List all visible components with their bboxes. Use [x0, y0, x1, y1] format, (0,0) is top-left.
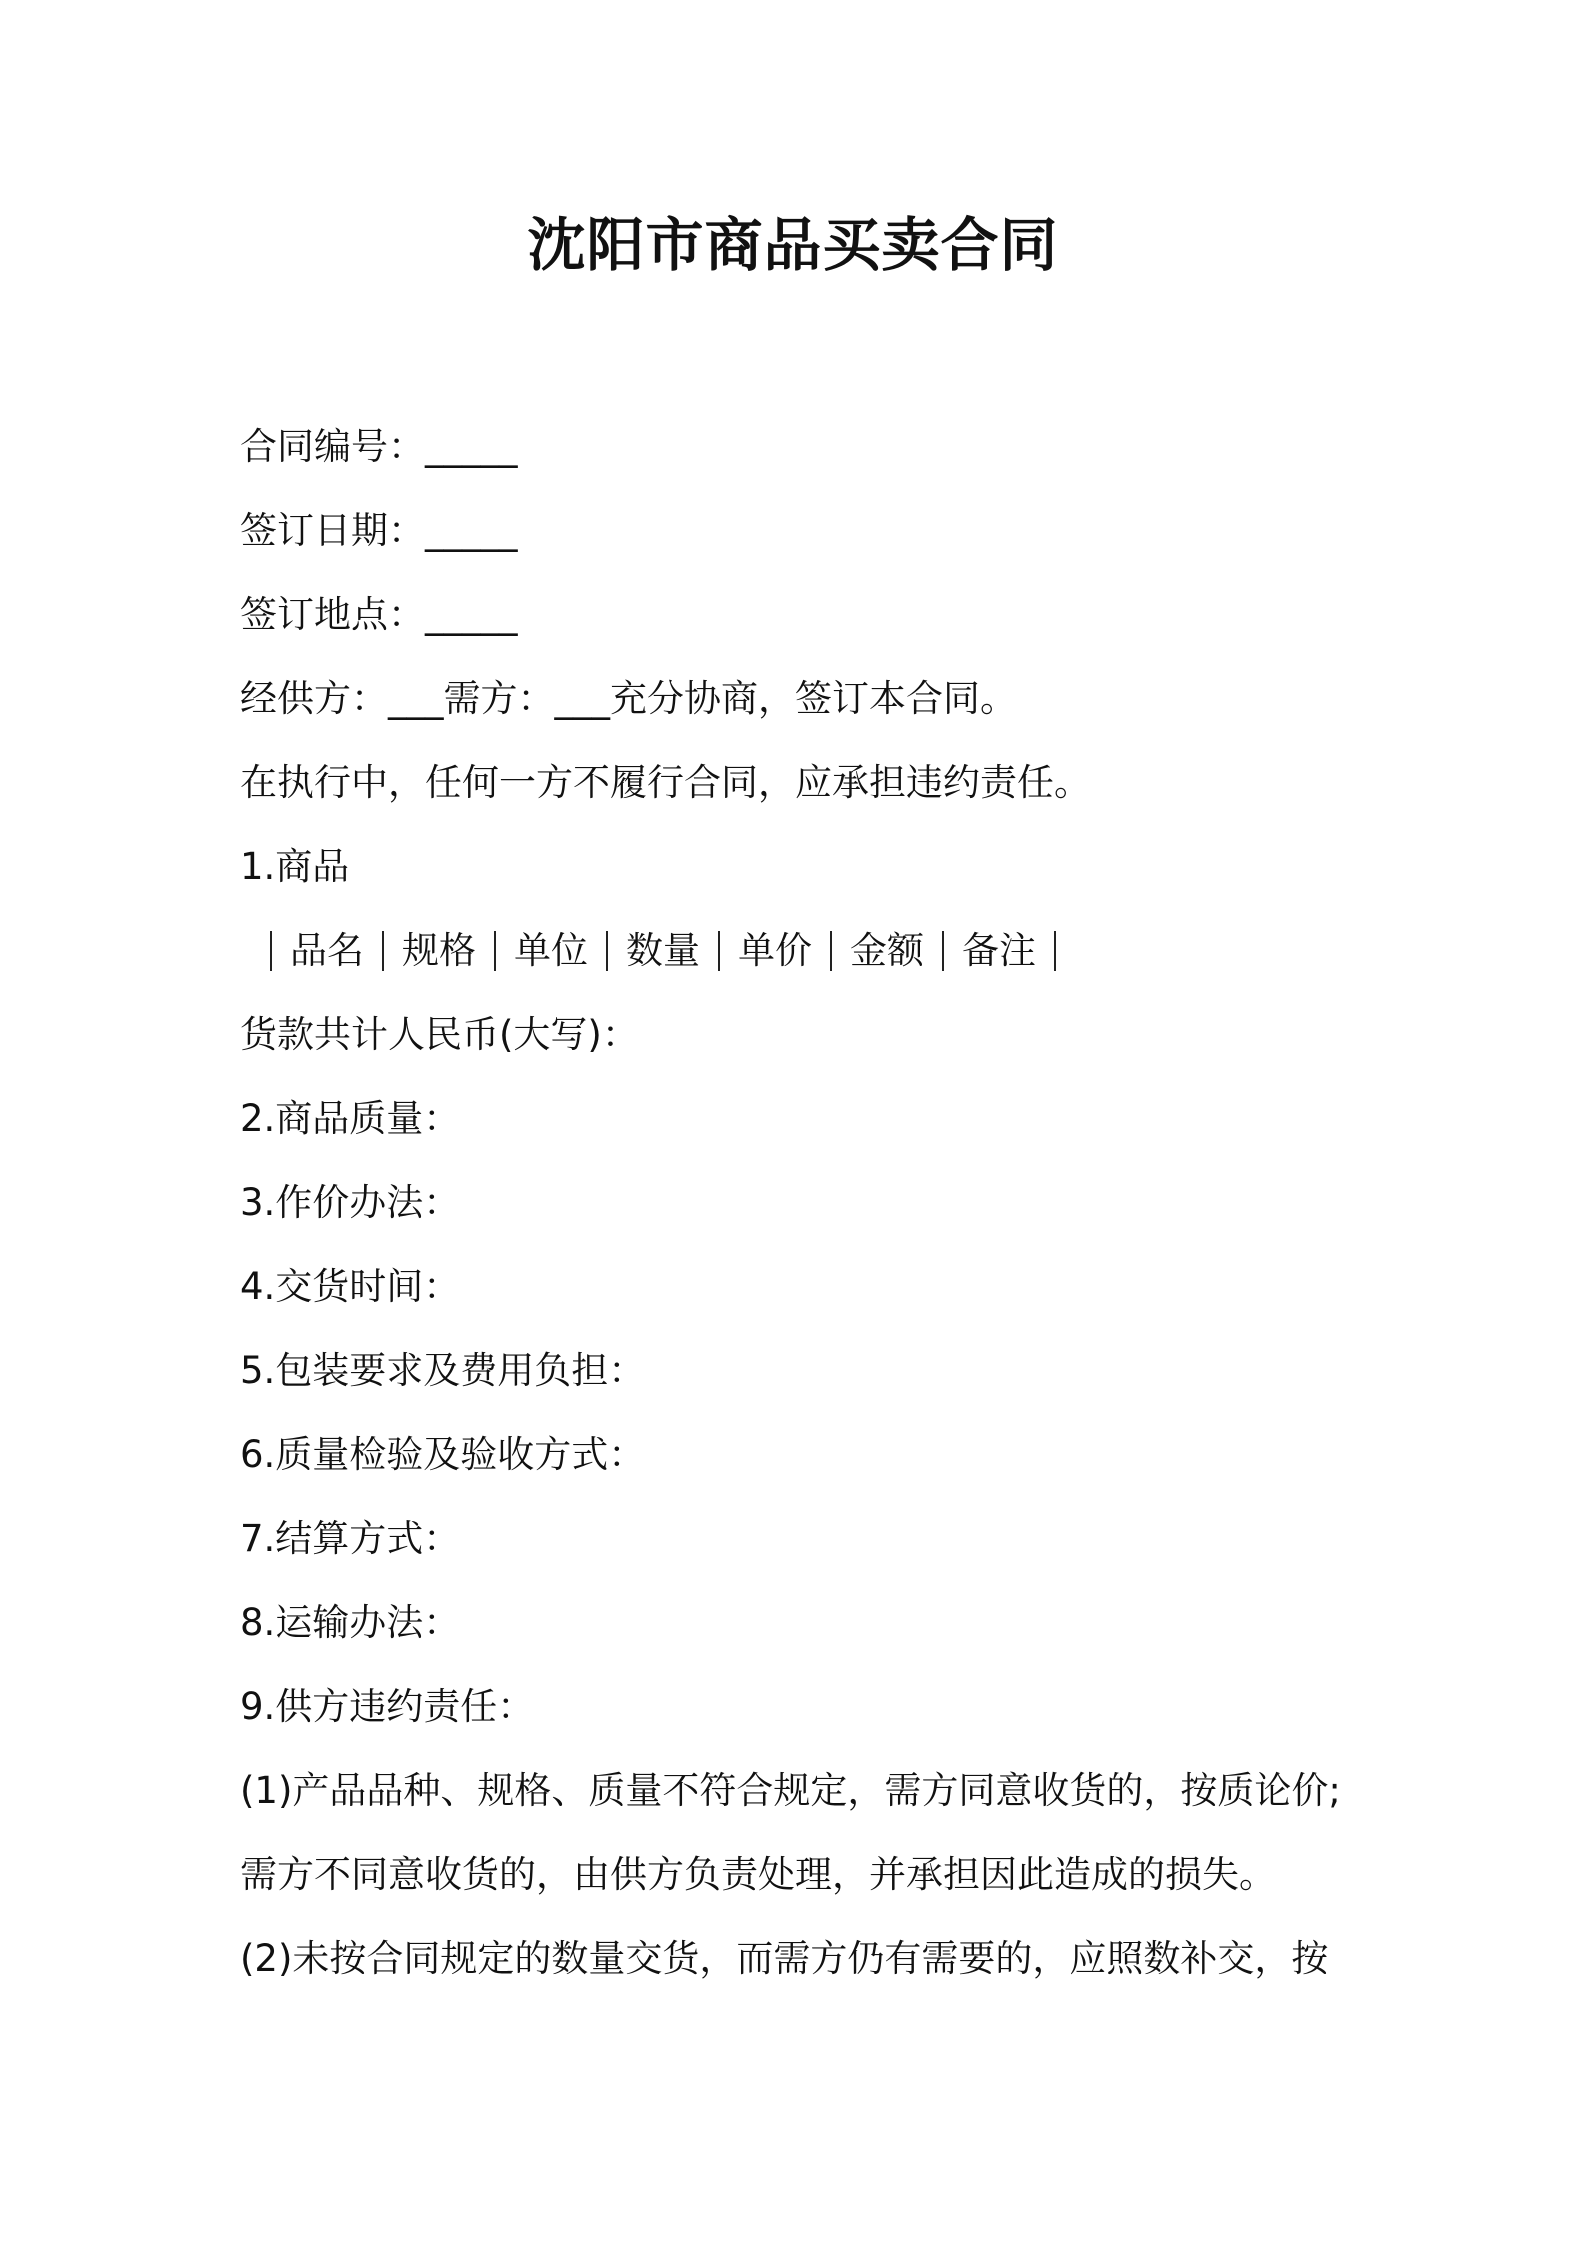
column-separator	[606, 931, 608, 971]
column-header: 单价	[738, 929, 812, 972]
column-header: 数量	[626, 929, 700, 972]
column-separator	[942, 931, 944, 971]
section-8: 8.运输办法：	[240, 1601, 461, 1644]
section-3: 3.作价办法：	[240, 1181, 461, 1224]
document-title: 沈阳市商品买卖合同	[527, 211, 1059, 279]
sign-date-field: 签订日期：_____	[240, 509, 518, 552]
preamble: 在执行中，任何一方不履行合同，应承担违约责任。	[240, 761, 1091, 804]
column-header: 备注	[962, 929, 1036, 972]
section-2: 2.商品质量：	[240, 1097, 461, 1140]
contract-number-field: 合同编号：_____	[240, 425, 518, 468]
goods-table-header	[240, 909, 1360, 993]
column-separator	[1054, 931, 1056, 971]
parties-intro: 经供方：___需方：___充分协商，签订本合同。	[240, 677, 1017, 720]
section-9: 9.供方违约责任：	[240, 1685, 535, 1728]
clause-1: (1)产品品种、规格、质量不符合规定，需方同意收货的，按质论价;	[240, 1769, 1341, 1812]
total-amount-label: 货款共计人民币(大写)：	[240, 1013, 639, 1056]
column-separator	[382, 931, 384, 971]
section-4: 4.交货时间：	[240, 1265, 461, 1308]
clause-2: (2)未按合同规定的数量交货，而需方仍有需要的，应照数补交，按	[240, 1937, 1329, 1980]
document-body	[240, 405, 1360, 2001]
sign-place-field: 签订地点：_____	[240, 593, 518, 636]
column-header: 规格	[402, 929, 476, 972]
column-header: 品名	[290, 929, 364, 972]
column-separator	[494, 931, 496, 971]
section-7: 7.结算方式：	[240, 1517, 461, 1560]
column-separator	[718, 931, 720, 971]
section-1-title: 1.商品	[240, 845, 350, 888]
column-separator	[270, 931, 272, 971]
column-separator	[830, 931, 832, 971]
section-6: 6.质量检验及验收方式：	[240, 1433, 646, 1476]
column-header: 金额	[850, 929, 924, 972]
section-5: 5.包装要求及费用负担：	[240, 1349, 646, 1392]
clause-1-continued: 需方不同意收货的，由供方负责处理，并承担因此造成的损失。	[240, 1853, 1276, 1896]
column-header: 单位	[514, 929, 588, 972]
